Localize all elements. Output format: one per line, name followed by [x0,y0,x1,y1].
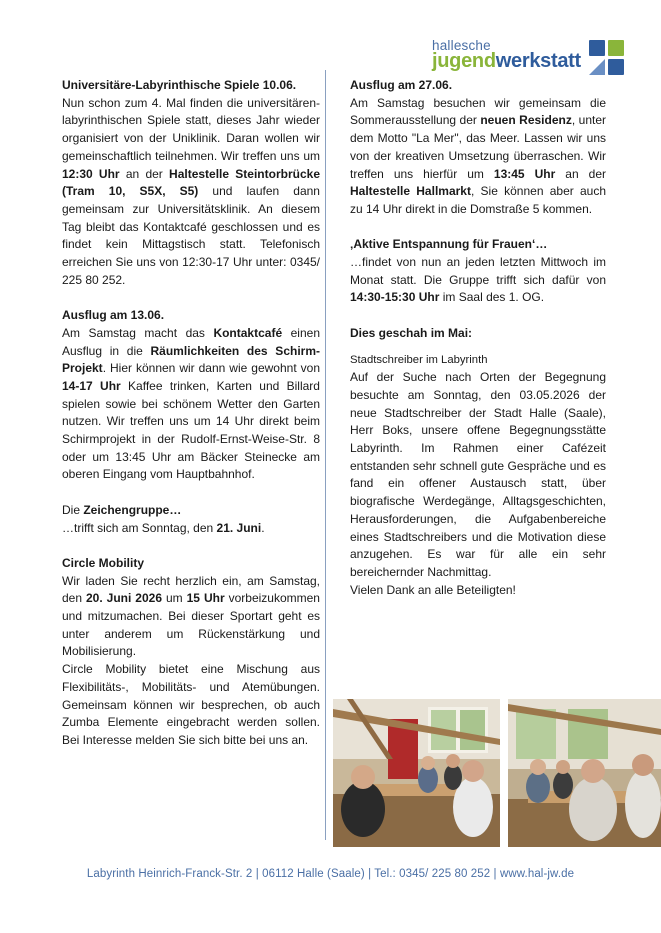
photo-cafe-group-2 [508,699,661,847]
heading-ausflug-13-06: Ausflug am 13.06. [62,308,165,323]
heading-aktive-entspannung: ‚Aktive Entspannung für Frauen‘… [350,237,548,252]
logo-mark-icon [586,38,626,78]
text-ausflug-27-06: Am Samstag besuchen wir gemeinsam die Sommerausstellung der neuen Residenz, unter dem Motto "La Mer", das Meer. Lassen wir uns von der kreativen Umsetzung überraschen. Wir treffen uns hierfür um 13:45 Uhr an der Haltestelle Hallmarkt, Sie können aber auch zu 14 Uhr direkt in die Domstraße 5 kommen. [350,95,607,216]
logo-text-bottom [432,50,581,73]
text-zeichengruppe: …trifft sich am Sonntag, den 21. Juni. [62,520,265,535]
heading-ausflug-27-06: Ausflug am 27.06. [350,78,453,92]
heading-zeichengruppe: Die Zeichengruppe… [62,502,182,517]
text-aktive-entspannung: …findet von nun an jeden letzten Mittwoch im Monat statt. Die Gruppe trifft sich dafür von 14:30-15:30 Uhr im Saal des 1. OG. [350,255,606,305]
logo-text-werkstatt: werkstatt [495,50,581,72]
subheading-stadtschreiber: Stadtschreiber im Labyrinth [350,353,488,366]
photo-cafe-group-1 [333,699,500,847]
text-circle-mobility: Wir laden Sie recht herzlich ein, am Samstag, den 20. Juni 2026 um 15 Uhr vorbeizukommen und mitzumachen. Bei dieser Sportart geht es unter anderem um Rückenstärkung und Mobilisierung. [62,573,320,659]
heading-circle-mobility: Circle Mobility [62,555,145,570]
text-ausflug-13-06: Am Samstag macht das Kontaktcafé einen Ausflug in die Räumlichkeiten des Schirm-Projekt. Hier können wir dann wie gewohnt von 14-17 Uhr Kaffee trinken, Karten und Billard spielen sowie bei schönem Wetter den Garten nutzen. Wir treffen uns um 14 Uhr direkt beim Schirmprojekt in der Rudolf-Ernst-Weise-Str. 8 oder um 13:45 Uhr am Bäcker Steinecke am oberen Eingang vom Hauptbahnhof. [62,325,320,482]
text-labyrinthische-spiele: Nun schon zum 4. Mal finden die universitären-labyrinthischen Spiele statt, dieses Jahr wieder organisiert von der Uniklinik. Daran wollen wir gemeinschaftlich teilnehmen. Wir treffen uns um 12:30 Uhr an der Haltestelle Steintorbrücke (Tram 10, S5X, S5) und laufen dann gemeinsam zur Universitätsklinik. An diesem Tag bleibt das Kontaktcafé geschlossen und es findet kein Mittagstisch statt. Telefonisch erreichen Sie uns von 12:30-17 Uhr unter: 0345/ 225 80 252. [62,95,320,287]
logo-text-top: hallesche [432,38,491,53]
left-column [62,77,320,750]
heading-dies-geschah-im-mai: Dies geschah im Mai: [350,325,473,340]
footer-contact: Labyrinth Heinrich-Franck-Str. 2 | 06112 Halle (Saale) | Tel.: 0345/ 225 80 252 | www.hal-jw.de [86,868,575,880]
logo-text-jugend: jugend [432,50,496,72]
heading-labyrinthische-spiele: Universitäre-Labyrinthische Spiele 10.06. [62,78,297,92]
text-circle-mobility-details: Circle Mobility bietet eine Mischung aus Flexibilitäts-, Mobilitäts- und Atemübungen. Gemeinsam können wir besprechen, ob auch Zumba Elemente eingebracht werden sollen. Bei Interesse melden Sie sich bitte bei uns an. [62,662,320,747]
text-vielen-dank: Vielen Dank an alle Beteiligten! [350,582,516,597]
text-stadtschreiber: Auf der Suche nach Orten der Begegnung besuchte am Sonntag, den 03.05.2026 der neue Stadtschreiber der Stadt Halle (Saale), Herr Boks, unsere offene Begegnungsstätte Labyrinth. Im Rahmen einer Cafézeit entstanden sehr schnell gute Gespräche und es fand ein offener Austausch statt, über biografische Werdegänge, Alltagsgeschichten, Herausforderungen, die Aufgabenbereiche eines Stadtschreibers und die Motivation diese anzugehen. Es war für alle ein sehr bereichernder Nachmittag. [350,370,606,579]
column-divider [325,70,326,840]
right-column [350,77,606,599]
